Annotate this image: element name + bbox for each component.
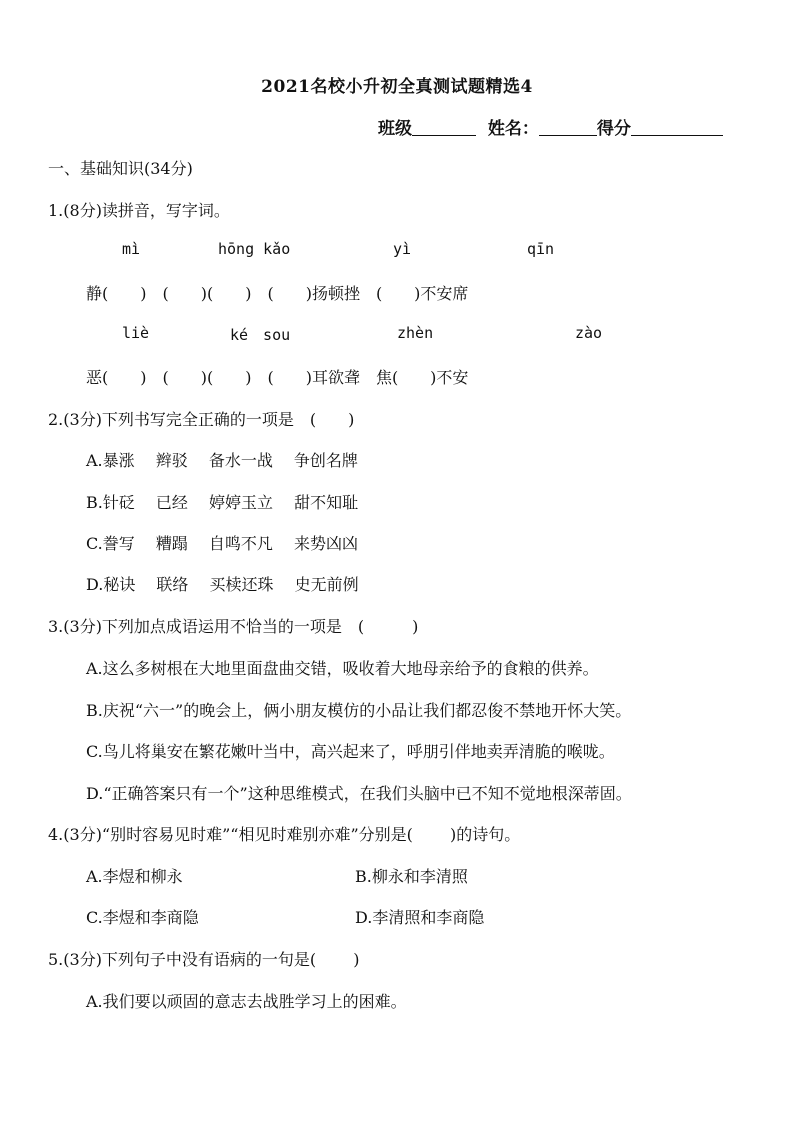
section-heading: 一、基础知识(34分)	[48, 159, 193, 178]
name-label: 姓名：	[487, 119, 539, 139]
option	[86, 864, 468, 887]
class-label: 班级	[378, 119, 412, 139]
question-5-stem: 5.(3分)下列句子中没有语病的一句是( )	[48, 950, 360, 969]
question-3-stem: 3.(3分)下列加点成语运用不恰当的一项是 ( )	[48, 617, 419, 636]
option: A.我们要以顽固的意志去战胜学习上的困难。	[86, 992, 407, 1011]
question-2-stem: 2.(3分)下列书写完全正确的一项是 ( )	[48, 410, 355, 429]
option: A.暴涨 辫驳 备水一战 争创名牌	[86, 451, 358, 470]
student-info-bar	[378, 114, 758, 139]
option-b: B.柳永和李清照	[355, 867, 468, 886]
name-blank	[539, 119, 597, 136]
option: B.针砭 已经 婷婷玉立 甜不知耻	[86, 493, 359, 512]
option: A.这么多树根在大地里面盘曲交错，吸收着大地母亲给予的食粮的供养。	[86, 659, 599, 678]
option	[86, 905, 485, 928]
page-title: 2021名校小升初全真测试题精选4	[261, 77, 533, 97]
pinyin: zào	[575, 324, 603, 342]
question-1-row-1: 静( ) ( )( ) ( )扬顿挫 ( )不安席	[86, 284, 469, 303]
pinyin: hōng kǎo	[218, 240, 291, 258]
score-label: 得分	[596, 119, 631, 139]
option-c: C.李煜和李商隐	[86, 908, 199, 927]
option-d: D.李清照和李商隐	[355, 908, 485, 927]
option: B.庆祝“六一”的晚会上，俩小朋友模仿的小品让我们都忍俊不禁地开怀大笑。	[86, 701, 632, 720]
option: C.誊写 糟蹋 自鸣不凡 来势凶凶	[86, 534, 359, 553]
pinyin: qīn	[527, 240, 555, 258]
question-4-stem: 4.(3分)“别时容易见时难”“相见时难别亦难”分别是( )的诗句。	[48, 825, 521, 844]
pinyin: mì	[122, 240, 141, 258]
option: D.“正确答案只有一个”这种思维模式，在我们头脑中已不知不觉地根深蒂固。	[86, 784, 632, 803]
class-blank	[412, 119, 476, 136]
score-blank	[631, 119, 723, 136]
option: D.秘诀 联络 买椟还珠 史无前例	[86, 575, 359, 594]
option: C.鸟儿将巢安在繁花嫩叶当中，高兴起来了，呼朋引伴地卖弄清脆的喉咙。	[86, 742, 615, 761]
question-1-row-2: 恶( ) ( )( ) ( )耳欲聋 焦( )不安	[86, 368, 469, 387]
pinyin: ké sou	[230, 326, 291, 344]
pinyin: liè	[122, 324, 150, 342]
question-1-stem: 1.(8分)读拼音，写字词。	[48, 201, 230, 220]
pinyin: yì	[393, 240, 412, 258]
pinyin: zhèn	[397, 324, 434, 342]
option-a: A.李煜和柳永	[86, 867, 183, 886]
